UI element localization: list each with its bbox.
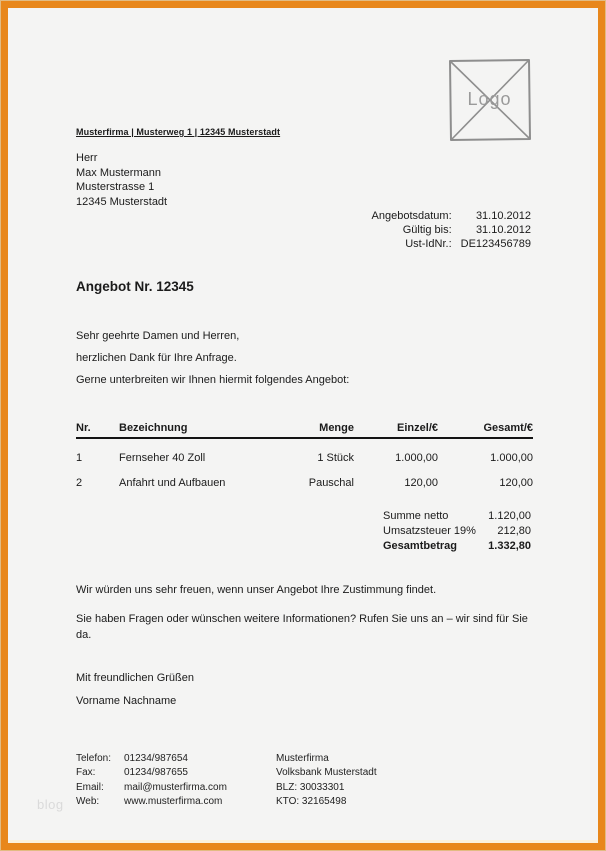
header-bezeichnung: Bezeichnung (119, 423, 269, 438)
meta-row-date (372, 209, 531, 223)
recipient-city: 12345 Musterstadt (76, 195, 168, 208)
item-bezeichnung: Anfahrt und Aufbauen (119, 477, 226, 489)
item-menge: Pauschal (308, 477, 354, 489)
logo-placeholder (447, 57, 532, 142)
items-table (76, 423, 533, 489)
signature-block (76, 673, 194, 707)
recipient-street: Musterstrasse 1 (76, 181, 155, 193)
meta-label: Angebotsdatum: (371, 210, 452, 222)
totals-row-gesamtbetrag (383, 539, 531, 554)
item-row (76, 464, 533, 489)
meta-label: Ust-IdNr.: (405, 238, 452, 250)
header-gesamtpreis: Gesamt/€ (438, 423, 533, 438)
item-gesamtpreis: 120,00 (499, 477, 533, 489)
totals-label: Summe netto (383, 510, 449, 522)
footer-bank-line: KTO: 32165498 (276, 795, 347, 807)
footer-contact-row (76, 766, 276, 780)
items-header-row (76, 423, 533, 438)
signature-greeting: Mit freundlichen Grüßen (76, 672, 194, 684)
meta-label: Gültig bis: (402, 224, 452, 236)
item-gesamtpreis: 1.000,00 (490, 452, 533, 464)
recipient-salutation: Herr (76, 152, 98, 164)
totals-label: Umsatzsteuer 19% (383, 525, 476, 537)
header-einzelpreis: Einzel/€ (354, 423, 438, 438)
intro-line: Sehr geehrte Damen und Herren, (76, 330, 240, 342)
closing-paragraphs (76, 582, 538, 656)
item-bezeichnung: Fernseher 40 Zoll (119, 452, 206, 464)
meta-row-vat-id (372, 237, 531, 251)
offer-meta-block (372, 209, 531, 251)
blog-watermark: blog (37, 797, 64, 812)
intro-paragraphs (76, 331, 349, 397)
footer-contact-value: 01234/987654 (124, 753, 188, 764)
footer-contact-label: Web: (76, 795, 100, 807)
header-menge: Menge (269, 423, 354, 438)
item-menge: 1 Stück (317, 452, 354, 464)
footer-bank (276, 752, 377, 809)
sender-line: Musterfirma | Musterweg 1 | 12345 Musterstadt (76, 127, 281, 137)
footer-contact-row (76, 752, 276, 766)
footer-contact-label: Email: (76, 781, 104, 793)
footer-contact-label: Fax: (76, 767, 96, 779)
meta-row-valid-until (372, 223, 531, 237)
footer-block (76, 752, 536, 809)
meta-value: DE123456789 (460, 238, 531, 250)
totals-row-netto (383, 509, 531, 524)
header-nr: Nr. (76, 423, 119, 438)
item-nr: 1 (76, 452, 83, 464)
item-nr: 2 (76, 477, 83, 489)
meta-value: 31.10.2012 (475, 224, 531, 236)
totals-value: 212,80 (497, 525, 531, 537)
footer-contact (76, 752, 276, 809)
item-row (76, 438, 533, 464)
totals-value: 1.332,80 (488, 540, 531, 552)
footer-contact-value: www.musterfirma.com (124, 795, 223, 807)
recipient-name: Max Mustermann (76, 166, 161, 179)
totals-row-vat (383, 524, 531, 539)
closing-line: Sie haben Fragen oder wünschen weitere Informationen? Rufen Sie uns an – wir sind für Sie da. (76, 613, 528, 641)
recipient-block (76, 151, 167, 209)
footer-bank-line: Volksbank Musterstadt (276, 767, 377, 779)
footer-contact-row (76, 795, 276, 809)
footer-contact-row (76, 781, 276, 795)
meta-value: 31.10.2012 (475, 210, 531, 222)
closing-line: Wir würden uns sehr freuen, wenn unser Angebot Ihre Zustimmung findet. (76, 584, 437, 596)
totals-label: Gesamtbetrag (383, 540, 457, 552)
footer-bank-line: Musterfirma (276, 753, 329, 764)
item-einzelpreis: 1.000,00 (395, 452, 438, 464)
footer-contact-label: Telefon: (76, 753, 112, 764)
footer-contact-value: mail@musterfirma.com (124, 781, 227, 793)
signature-name: Vorname Nachname (76, 695, 177, 707)
totals-value: 1.120,00 (488, 510, 531, 522)
intro-line: Gerne unterbreiten wir Ihnen hiermit folgendes Angebot: (76, 374, 350, 386)
footer-contact-value: 01234/987655 (124, 767, 188, 779)
intro-line: herzlichen Dank für Ihre Anfrage. (76, 352, 237, 364)
offer-title: Angebot Nr. 12345 (76, 279, 194, 294)
footer-bank-line: BLZ: 30033301 (276, 781, 345, 793)
logo-label: Logo (467, 89, 512, 109)
item-einzelpreis: 120,00 (404, 477, 438, 489)
totals-block (383, 509, 531, 554)
